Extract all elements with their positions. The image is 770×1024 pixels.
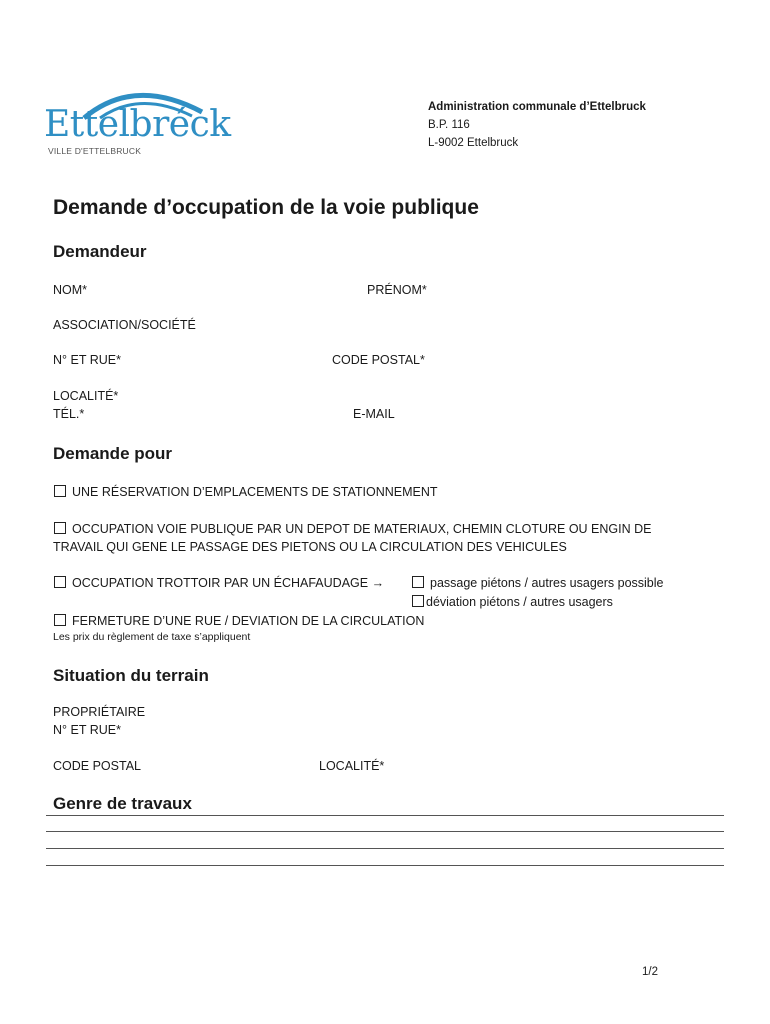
checkbox-trottoir[interactable] [54, 576, 66, 588]
page-number: 1/2 [642, 966, 658, 978]
field-tel[interactable]: TÉL.* [53, 407, 85, 421]
section-heading-genre: Genre de travaux [53, 794, 192, 813]
travaux-line-4[interactable] [46, 865, 724, 866]
option-fermeture[interactable] [54, 614, 424, 628]
option-occupation-voie[interactable] [54, 522, 651, 536]
address-line-2: B.P. 116 [428, 119, 470, 131]
address-line-1: Administration communale d’Ettelbruck [428, 101, 646, 113]
travaux-line-3[interactable] [46, 848, 724, 849]
field-proprietaire[interactable]: PROPRIÉTAIRE [53, 705, 146, 719]
address-line-3: L-9002 Ettelbruck [428, 137, 519, 149]
option-deviation-pietons[interactable] [412, 595, 613, 609]
section-heading-demandeur: Demandeur [53, 242, 147, 261]
option-passage-label: passage piétons / autres usagers possible [430, 576, 664, 590]
travaux-line-1[interactable] [46, 815, 724, 816]
field-terrain-rue[interactable]: N° ET RUE* [53, 723, 121, 737]
field-association[interactable]: ASSOCIATION/SOCIÉTÉ [53, 318, 196, 332]
travaux-line-2[interactable] [46, 831, 724, 832]
logo-wordmark: Ettelbréck [44, 104, 231, 145]
option-trottoir[interactable] [54, 576, 384, 590]
option-fermeture-label: FERMETURE D’UNE RUE / DEVIATION DE LA CIRCULATION [72, 614, 425, 628]
page-title: Demande d’occupation de la voie publique [53, 196, 479, 219]
tax-note: Les prix du règlement de taxe s’appliquent [53, 631, 251, 643]
field-email[interactable]: E-MAIL [353, 407, 395, 421]
field-prenom[interactable]: PRÉNOM* [367, 283, 427, 297]
field-terrain-code-postal[interactable]: CODE POSTAL [53, 759, 141, 773]
section-heading-situation: Situation du terrain [53, 666, 209, 685]
option-trottoir-label: OCCUPATION TROTTOIR PAR UN ÉCHAFAUDAGE → [72, 576, 385, 590]
option-occupation-voie-label-2: TRAVAIL QUI GENE LE PASSAGE DES PIETONS OU LA CIRCULATION DES VEHICULES [53, 540, 567, 554]
section-heading-demande: Demande pour [53, 444, 173, 463]
logo-subtitle: VILLE D'ETTELBRUCK [48, 146, 142, 156]
field-rue[interactable]: N° ET RUE* [53, 353, 121, 367]
field-nom[interactable]: NOM* [53, 283, 88, 297]
checkbox-reservation[interactable] [54, 485, 66, 497]
option-deviation-pietons-label: déviation piétons / autres usagers [426, 595, 613, 609]
option-passage[interactable] [412, 576, 663, 590]
checkbox-occupation-voie[interactable] [54, 522, 66, 534]
checkbox-passage[interactable] [412, 576, 424, 588]
field-terrain-localite[interactable]: LOCALITÉ* [319, 759, 385, 773]
checkbox-deviation-pietons[interactable] [412, 595, 424, 607]
checkbox-fermeture[interactable] [54, 614, 66, 626]
field-localite[interactable]: LOCALITÉ* [53, 389, 119, 403]
option-reservation-label: UNE RÉSERVATION D’EMPLACEMENTS DE STATIONNEMENT [72, 485, 438, 499]
logo [44, 82, 231, 162]
option-occupation-voie-label-1: OCCUPATION VOIE PUBLIQUE PAR UN DEPOT DE MATERIAUX, CHEMIN CLOTURE OU ENGIN DE [72, 522, 652, 536]
option-reservation[interactable] [54, 485, 438, 499]
field-code-postal[interactable]: CODE POSTAL* [332, 353, 425, 367]
